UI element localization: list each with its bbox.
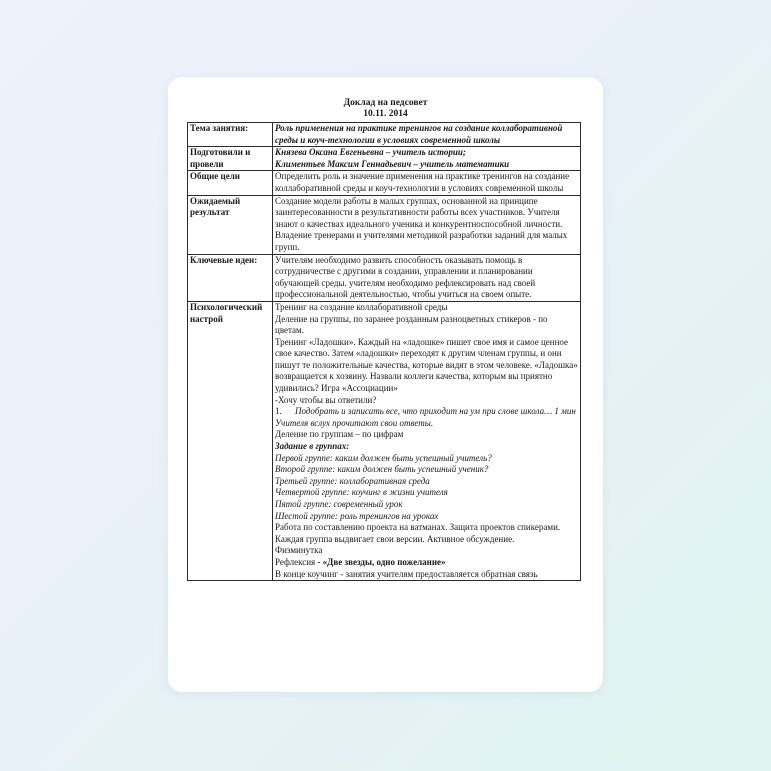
row-label: Общие цели <box>188 171 273 195</box>
content-line: Задание в группах: <box>275 441 350 452</box>
table-row <box>188 171 581 195</box>
row-content <box>273 147 581 171</box>
row-label: Тема занятия: <box>188 123 273 147</box>
content-line: Второй группе: каким должен быть успешный ученик? <box>275 464 489 475</box>
document-page <box>168 77 603 692</box>
content-line: Первой группе: каким должен быть успешный учитель? <box>275 452 492 463</box>
table-row <box>188 254 581 301</box>
lesson-plan-table <box>187 122 581 581</box>
document-heading <box>168 98 603 120</box>
content-line: Деление по группам – по цифрам <box>275 429 404 440</box>
row-content <box>273 254 581 301</box>
row-label: Психологический настрой <box>188 301 273 580</box>
content-line: Князева Оксана Евгеньевна – учитель истории; <box>275 147 466 158</box>
content-line: Шестой группе: роль тренингов на уроках <box>275 510 439 521</box>
content-line: В конце коучинг - занятия учителям предоставляется обратная связь <box>275 568 538 579</box>
content-line: Роль применения на практике тренингов на создание коллаборативной среды и коуч-технологии в условиях современной школы <box>275 123 563 145</box>
content-line: Учителя вслух прочитают свои ответы. <box>275 417 434 428</box>
content-line <box>275 406 578 418</box>
row-content <box>273 171 581 195</box>
table-row <box>188 123 581 147</box>
table-row <box>188 195 581 254</box>
row-label: Ожидаемый результат <box>188 195 273 254</box>
row-content <box>273 195 581 254</box>
list-number: 1. <box>275 406 282 417</box>
content-line: Четвертой группе: коучинг в жизни учителя <box>275 487 448 498</box>
row-content <box>273 301 581 580</box>
content-line: Пятой группе: современный урок <box>275 499 403 509</box>
content-line: Учителям необходимо развить способность оказывать помощь в сотрудничестве с другими в создании, управлении и планировании обучающей среды. учителям необходимо рефлексировать над своей профессиональной деятельностью, чтобы учиться на своем опыте. <box>275 254 536 300</box>
content-line: Деление на группы, по заранее розданным разноцветных стикеров - по цветам. <box>275 313 548 336</box>
content-line: Тренинг на создание коллаборативной среды <box>275 301 448 312</box>
content-line: Физминутка <box>275 545 323 556</box>
table-row <box>188 147 581 171</box>
content-line: Третьей группе: коллаборативная среда <box>275 475 430 486</box>
row-label: Ключевые идеи: <box>188 254 273 301</box>
content-line: Создание модели работы в малых группах, основанной на принципе заинтересованности в результативности работы всех участников. Учителя знают о качествах идеального ученика и конкурентноспособной личности. Владение тренерами и учителями методикой разработки заданий для малых групп. <box>275 195 568 252</box>
document-date: 10.11. 2014 <box>363 109 408 119</box>
content-line: Тренинг «Ладошки». Каждый на «ладошке» пишет свое имя и самое ценное свое качество. Затем «ладошки» переходят к другим членам группы, и они пишут те положительные качества, которые видят в этом человеке. «Ладошка» возвращается к хозяину. Назвали коллеги качества, которым вы приятно удивились? Игра «Ассоциации» <box>275 336 578 394</box>
content-line: Климентьев Максим Геннадьевич – учитель математики <box>275 158 510 169</box>
document-title: Доклад на педсовет <box>343 98 428 108</box>
content-line: -Хочу чтобы вы ответили? <box>275 394 377 405</box>
row-label: Подготовили и провели <box>188 147 273 171</box>
table-body <box>188 123 581 581</box>
row-content <box>273 123 581 147</box>
content-line: Работа по составлению проекта на ватманах. Защита проектов спикерами. Каждая группа выдвигает свои версии. Активное обсуждение. <box>275 522 561 544</box>
table-row <box>188 301 581 580</box>
content-line: Определить роль и значение применения на практике тренингов на создание коллаборативной среды и коуч-технологии в условиях современной школы <box>275 171 570 193</box>
list-text: Подобрать и записать все, что приходит на ум при слове школа… 1 мин <box>295 406 576 417</box>
content-line: Рефлексия - «Две звезды, одно пожелание» <box>275 556 446 567</box>
